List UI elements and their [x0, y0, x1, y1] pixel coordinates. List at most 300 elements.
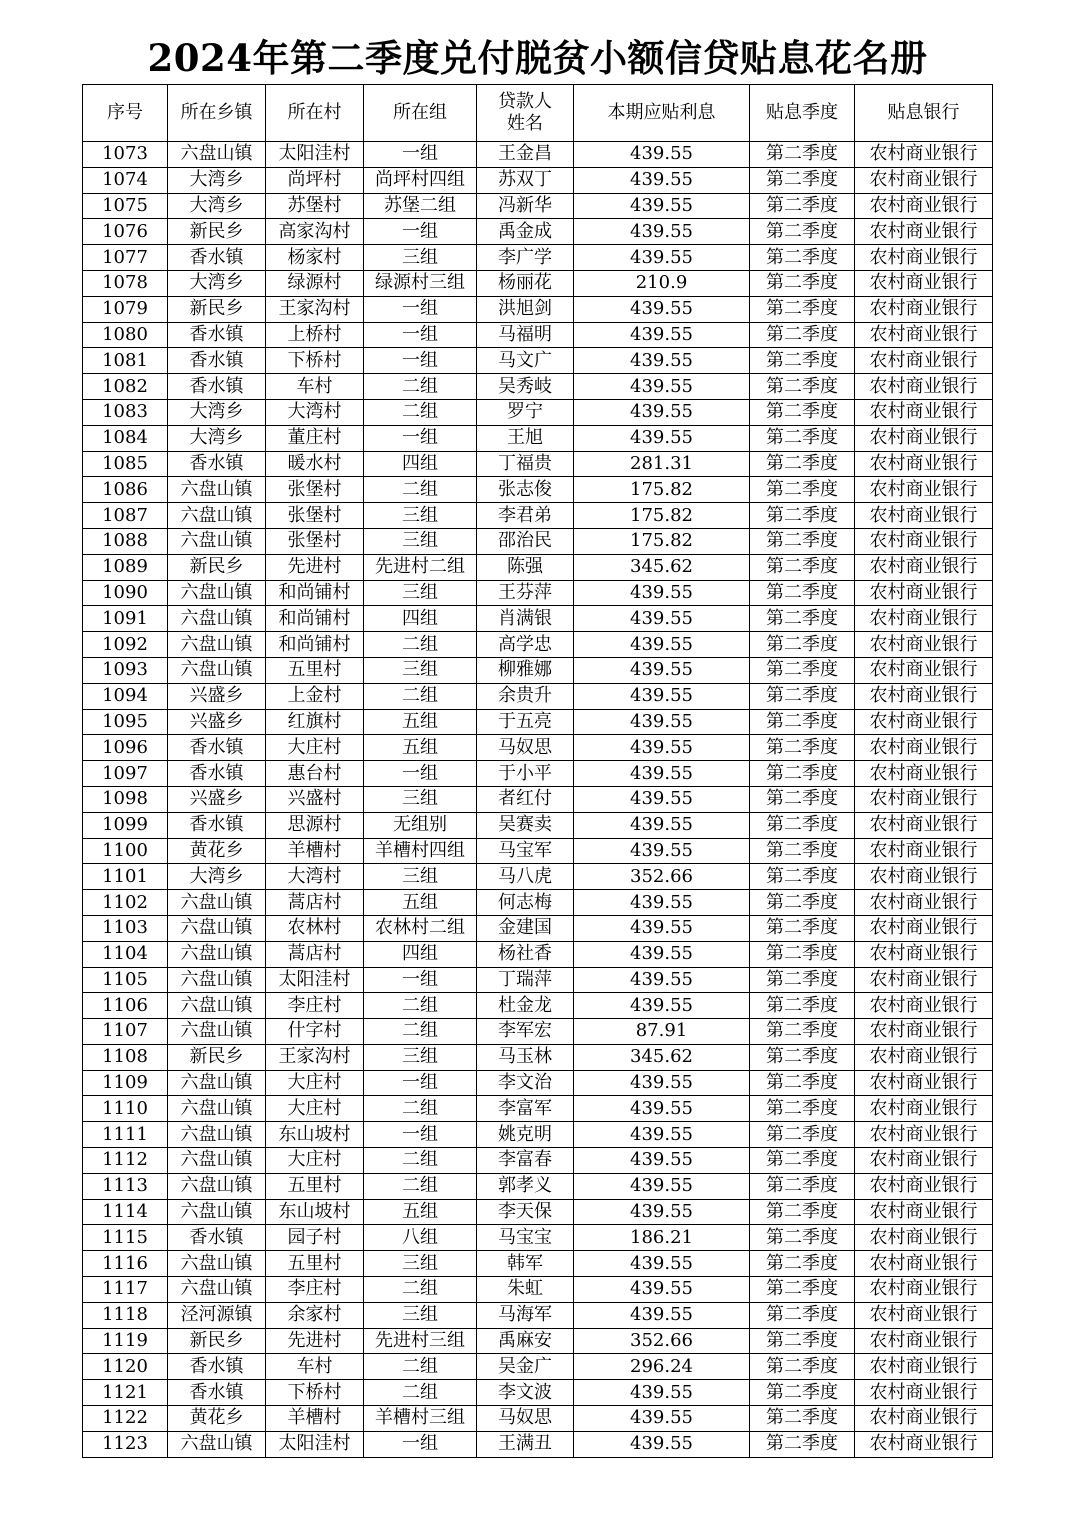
cell-index: 1117 — [83, 1277, 168, 1303]
cell-index: 1095 — [83, 709, 168, 735]
cell-index: 1082 — [83, 374, 168, 400]
cell-group: 三组 — [364, 1251, 477, 1277]
cell-borrower: 吴赛卖 — [477, 812, 574, 838]
cell-group: 一组 — [364, 348, 477, 374]
cell-bank: 农村商业银行 — [855, 167, 993, 193]
cell-index: 1085 — [83, 451, 168, 477]
cell-group: 一组 — [364, 219, 477, 245]
table-row — [83, 657, 993, 683]
cell-index: 1090 — [83, 580, 168, 606]
cell-bank: 农村商业银行 — [855, 142, 993, 168]
cell-bank: 农村商业银行 — [855, 1148, 993, 1174]
cell-township: 香水镇 — [168, 1225, 266, 1251]
cell-interest: 175.82 — [574, 477, 750, 503]
cell-index: 1104 — [83, 941, 168, 967]
cell-township: 六盘山镇 — [168, 993, 266, 1019]
cell-borrower: 吴金广 — [477, 1354, 574, 1380]
cell-bank: 农村商业银行 — [855, 735, 993, 761]
cell-bank: 农村商业银行 — [855, 838, 993, 864]
cell-bank: 农村商业银行 — [855, 1431, 993, 1457]
table-row — [83, 193, 993, 219]
cell-borrower: 马福明 — [477, 322, 574, 348]
cell-index: 1083 — [83, 399, 168, 425]
cell-index: 1107 — [83, 1019, 168, 1045]
cell-village: 太阳洼村 — [266, 967, 364, 993]
cell-borrower: 马奴思 — [477, 735, 574, 761]
cell-village: 什字村 — [266, 1019, 364, 1045]
cell-interest: 439.55 — [574, 1148, 750, 1174]
cell-interest: 439.55 — [574, 1406, 750, 1432]
cell-index: 1079 — [83, 296, 168, 322]
cell-index: 1088 — [83, 528, 168, 554]
cell-township: 六盘山镇 — [168, 1277, 266, 1303]
cell-quarter: 第二季度 — [750, 890, 855, 916]
cell-index: 1080 — [83, 322, 168, 348]
table-body — [83, 142, 993, 1458]
cell-township: 六盘山镇 — [168, 1148, 266, 1174]
cell-quarter: 第二季度 — [750, 477, 855, 503]
cell-index: 1073 — [83, 142, 168, 168]
cell-index: 1109 — [83, 1070, 168, 1096]
cell-village: 下桥村 — [266, 348, 364, 374]
table-row — [83, 812, 993, 838]
cell-group: 三组 — [364, 657, 477, 683]
cell-interest: 439.55 — [574, 838, 750, 864]
cell-index: 1078 — [83, 270, 168, 296]
cell-group: 二组 — [364, 1096, 477, 1122]
cell-quarter: 第二季度 — [750, 1302, 855, 1328]
table-row — [83, 167, 993, 193]
cell-village: 王家沟村 — [266, 296, 364, 322]
cell-village: 大庄村 — [266, 1148, 364, 1174]
cell-township: 六盘山镇 — [168, 142, 266, 168]
cell-quarter: 第二季度 — [750, 735, 855, 761]
table-row — [83, 1406, 993, 1432]
cell-township: 香水镇 — [168, 812, 266, 838]
cell-quarter: 第二季度 — [750, 374, 855, 400]
table-row — [83, 1302, 993, 1328]
cell-quarter: 第二季度 — [750, 1380, 855, 1406]
cell-village: 李庄村 — [266, 1277, 364, 1303]
cell-quarter: 第二季度 — [750, 915, 855, 941]
cell-quarter: 第二季度 — [750, 709, 855, 735]
cell-interest: 281.31 — [574, 451, 750, 477]
cell-index: 1110 — [83, 1096, 168, 1122]
table-row — [83, 1019, 993, 1045]
cell-group: 一组 — [364, 425, 477, 451]
cell-index: 1121 — [83, 1380, 168, 1406]
cell-group: 二组 — [364, 993, 477, 1019]
table-row — [83, 1070, 993, 1096]
cell-interest: 439.55 — [574, 967, 750, 993]
cell-township: 六盘山镇 — [168, 1122, 266, 1148]
cell-village: 农林村 — [266, 915, 364, 941]
cell-interest: 439.55 — [574, 606, 750, 632]
cell-bank: 农村商业银行 — [855, 1354, 993, 1380]
column-header-bank: 贴息银行 — [855, 85, 993, 142]
table-row — [83, 374, 993, 400]
cell-index: 1087 — [83, 503, 168, 529]
table-row — [83, 761, 993, 787]
cell-borrower: 禹麻安 — [477, 1328, 574, 1354]
cell-group: 三组 — [364, 1302, 477, 1328]
table-row — [83, 451, 993, 477]
cell-quarter: 第二季度 — [750, 941, 855, 967]
cell-group: 五组 — [364, 890, 477, 916]
cell-quarter: 第二季度 — [750, 1251, 855, 1277]
cell-index: 1094 — [83, 683, 168, 709]
cell-bank: 农村商业银行 — [855, 1173, 993, 1199]
cell-quarter: 第二季度 — [750, 606, 855, 632]
cell-group: 四组 — [364, 451, 477, 477]
cell-bank: 农村商业银行 — [855, 1096, 993, 1122]
cell-village: 东山坡村 — [266, 1122, 364, 1148]
cell-index: 1112 — [83, 1148, 168, 1174]
table-row — [83, 528, 993, 554]
cell-village: 大湾村 — [266, 399, 364, 425]
cell-interest: 439.55 — [574, 580, 750, 606]
cell-bank: 农村商业银行 — [855, 709, 993, 735]
table-row — [83, 1354, 993, 1380]
cell-interest: 439.55 — [574, 1431, 750, 1457]
cell-group: 农林村二组 — [364, 915, 477, 941]
cell-borrower: 高学忠 — [477, 632, 574, 658]
cell-quarter: 第二季度 — [750, 1122, 855, 1148]
cell-village: 上金村 — [266, 683, 364, 709]
table-row — [83, 683, 993, 709]
cell-village: 杨家村 — [266, 245, 364, 271]
cell-index: 1102 — [83, 890, 168, 916]
cell-quarter: 第二季度 — [750, 657, 855, 683]
cell-bank: 农村商业银行 — [855, 1019, 993, 1045]
cell-index: 1091 — [83, 606, 168, 632]
roster-table — [82, 84, 993, 1458]
cell-index: 1113 — [83, 1173, 168, 1199]
cell-borrower: 马海军 — [477, 1302, 574, 1328]
table-row — [83, 993, 993, 1019]
cell-group: 二组 — [364, 1380, 477, 1406]
cell-township: 兴盛乡 — [168, 683, 266, 709]
cell-village: 大庄村 — [266, 735, 364, 761]
cell-borrower: 李广学 — [477, 245, 574, 271]
cell-township: 六盘山镇 — [168, 1070, 266, 1096]
cell-group: 羊槽村三组 — [364, 1406, 477, 1432]
cell-group: 羊槽村四组 — [364, 838, 477, 864]
cell-index: 1074 — [83, 167, 168, 193]
cell-borrower: 王芬萍 — [477, 580, 574, 606]
table-row — [83, 1199, 993, 1225]
cell-group: 先进村三组 — [364, 1328, 477, 1354]
cell-village: 车村 — [266, 374, 364, 400]
cell-bank: 农村商业银行 — [855, 1225, 993, 1251]
cell-quarter: 第二季度 — [750, 1354, 855, 1380]
cell-interest: 439.55 — [574, 374, 750, 400]
cell-village: 惠台村 — [266, 761, 364, 787]
cell-village: 园子村 — [266, 1225, 364, 1251]
cell-borrower: 者红付 — [477, 786, 574, 812]
cell-quarter: 第二季度 — [750, 812, 855, 838]
cell-quarter: 第二季度 — [750, 167, 855, 193]
cell-group: 二组 — [364, 632, 477, 658]
column-header-village: 所在村 — [266, 85, 364, 142]
table-row — [83, 864, 993, 890]
table-row — [83, 1173, 993, 1199]
cell-township: 大湾乡 — [168, 270, 266, 296]
cell-borrower: 禹金成 — [477, 219, 574, 245]
cell-borrower: 张志俊 — [477, 477, 574, 503]
table-row — [83, 1096, 993, 1122]
cell-interest: 439.55 — [574, 348, 750, 374]
cell-village: 车村 — [266, 1354, 364, 1380]
cell-interest: 439.55 — [574, 322, 750, 348]
cell-quarter: 第二季度 — [750, 1019, 855, 1045]
cell-borrower: 陈强 — [477, 554, 574, 580]
cell-borrower: 姚克明 — [477, 1122, 574, 1148]
cell-village: 蒿店村 — [266, 941, 364, 967]
cell-quarter: 第二季度 — [750, 554, 855, 580]
cell-township: 香水镇 — [168, 245, 266, 271]
cell-group: 二组 — [364, 399, 477, 425]
cell-index: 1098 — [83, 786, 168, 812]
cell-bank: 农村商业银行 — [855, 1277, 993, 1303]
cell-bank: 农村商业银行 — [855, 270, 993, 296]
cell-bank: 农村商业银行 — [855, 606, 993, 632]
cell-index: 1084 — [83, 425, 168, 451]
cell-interest: 439.55 — [574, 142, 750, 168]
cell-borrower: 朱虹 — [477, 1277, 574, 1303]
cell-interest: 439.55 — [574, 915, 750, 941]
cell-bank: 农村商业银行 — [855, 374, 993, 400]
cell-index: 1105 — [83, 967, 168, 993]
cell-index: 1118 — [83, 1302, 168, 1328]
cell-village: 五里村 — [266, 1173, 364, 1199]
column-header-borrower: 贷款人 姓名 — [477, 85, 574, 142]
cell-village: 五里村 — [266, 657, 364, 683]
cell-village: 下桥村 — [266, 1380, 364, 1406]
cell-township: 大湾乡 — [168, 864, 266, 890]
cell-bank: 农村商业银行 — [855, 425, 993, 451]
column-header-interest: 本期应贴利息 — [574, 85, 750, 142]
cell-index: 1086 — [83, 477, 168, 503]
cell-group: 三组 — [364, 580, 477, 606]
cell-township: 六盘山镇 — [168, 503, 266, 529]
cell-village: 大庄村 — [266, 1070, 364, 1096]
cell-group: 一组 — [364, 761, 477, 787]
cell-interest: 439.55 — [574, 941, 750, 967]
cell-village: 大庄村 — [266, 1096, 364, 1122]
cell-interest: 439.55 — [574, 193, 750, 219]
cell-township: 大湾乡 — [168, 399, 266, 425]
cell-bank: 农村商业银行 — [855, 993, 993, 1019]
cell-township: 香水镇 — [168, 1354, 266, 1380]
cell-township: 大湾乡 — [168, 167, 266, 193]
cell-township: 六盘山镇 — [168, 606, 266, 632]
cell-group: 三组 — [364, 245, 477, 271]
cell-borrower: 杨社香 — [477, 941, 574, 967]
column-header-township: 所在乡镇 — [168, 85, 266, 142]
cell-bank: 农村商业银行 — [855, 864, 993, 890]
cell-village: 五里村 — [266, 1251, 364, 1277]
cell-bank: 农村商业银行 — [855, 1251, 993, 1277]
cell-township: 六盘山镇 — [168, 1019, 266, 1045]
cell-index: 1119 — [83, 1328, 168, 1354]
cell-village: 东山坡村 — [266, 1199, 364, 1225]
cell-bank: 农村商业银行 — [855, 503, 993, 529]
cell-quarter: 第二季度 — [750, 219, 855, 245]
cell-quarter: 第二季度 — [750, 296, 855, 322]
cell-interest: 439.55 — [574, 1122, 750, 1148]
cell-borrower: 冯新华 — [477, 193, 574, 219]
cell-quarter: 第二季度 — [750, 528, 855, 554]
cell-quarter: 第二季度 — [750, 142, 855, 168]
cell-village: 蒿店村 — [266, 890, 364, 916]
table-row — [83, 1431, 993, 1457]
cell-interest: 345.62 — [574, 554, 750, 580]
cell-quarter: 第二季度 — [750, 1406, 855, 1432]
cell-quarter: 第二季度 — [750, 1173, 855, 1199]
cell-village: 先进村 — [266, 1328, 364, 1354]
cell-group: 先进村二组 — [364, 554, 477, 580]
cell-group: 五组 — [364, 1199, 477, 1225]
cell-index: 1108 — [83, 1044, 168, 1070]
cell-village: 兴盛村 — [266, 786, 364, 812]
table-row — [83, 967, 993, 993]
cell-township: 六盘山镇 — [168, 1431, 266, 1457]
cell-group: 三组 — [364, 1044, 477, 1070]
header-row — [83, 85, 993, 142]
cell-interest: 439.55 — [574, 425, 750, 451]
cell-bank: 农村商业银行 — [855, 296, 993, 322]
cell-interest: 439.55 — [574, 683, 750, 709]
cell-village: 余家村 — [266, 1302, 364, 1328]
cell-bank: 农村商业银行 — [855, 1328, 993, 1354]
cell-township: 六盘山镇 — [168, 1251, 266, 1277]
table-row — [83, 709, 993, 735]
cell-village: 和尚铺村 — [266, 632, 364, 658]
cell-interest: 87.91 — [574, 1019, 750, 1045]
cell-group: 三组 — [364, 864, 477, 890]
cell-interest: 186.21 — [574, 1225, 750, 1251]
table-row — [83, 1148, 993, 1174]
table-row — [83, 554, 993, 580]
table-row — [83, 219, 993, 245]
cell-village: 张堡村 — [266, 528, 364, 554]
cell-borrower: 马宝宝 — [477, 1225, 574, 1251]
cell-township: 香水镇 — [168, 374, 266, 400]
cell-borrower: 马八虎 — [477, 864, 574, 890]
cell-index: 1111 — [83, 1122, 168, 1148]
cell-bank: 农村商业银行 — [855, 632, 993, 658]
cell-quarter: 第二季度 — [750, 1328, 855, 1354]
cell-quarter: 第二季度 — [750, 1277, 855, 1303]
cell-interest: 439.55 — [574, 1380, 750, 1406]
cell-index: 1076 — [83, 219, 168, 245]
cell-township: 泾河源镇 — [168, 1302, 266, 1328]
table-row — [83, 838, 993, 864]
cell-quarter: 第二季度 — [750, 683, 855, 709]
cell-borrower: 洪旭剑 — [477, 296, 574, 322]
table-row — [83, 1277, 993, 1303]
cell-bank: 农村商业银行 — [855, 1406, 993, 1432]
cell-index: 1092 — [83, 632, 168, 658]
cell-group: 一组 — [364, 296, 477, 322]
cell-borrower: 柳雅娜 — [477, 657, 574, 683]
cell-bank: 农村商业银行 — [855, 322, 993, 348]
cell-interest: 175.82 — [574, 503, 750, 529]
cell-quarter: 第二季度 — [750, 993, 855, 1019]
cell-township: 六盘山镇 — [168, 528, 266, 554]
cell-index: 1099 — [83, 812, 168, 838]
cell-village: 太阳洼村 — [266, 1431, 364, 1457]
column-header-quarter: 贴息季度 — [750, 85, 855, 142]
table-row — [83, 786, 993, 812]
cell-borrower: 王旭 — [477, 425, 574, 451]
cell-borrower: 杜金龙 — [477, 993, 574, 1019]
cell-group: 三组 — [364, 786, 477, 812]
cell-borrower: 余贵升 — [477, 683, 574, 709]
cell-index: 1097 — [83, 761, 168, 787]
cell-index: 1089 — [83, 554, 168, 580]
cell-borrower: 李军宏 — [477, 1019, 574, 1045]
cell-village: 暖水村 — [266, 451, 364, 477]
cell-village: 上桥村 — [266, 322, 364, 348]
cell-quarter: 第二季度 — [750, 864, 855, 890]
cell-group: 一组 — [364, 1431, 477, 1457]
cell-group: 一组 — [364, 142, 477, 168]
cell-quarter: 第二季度 — [750, 245, 855, 271]
cell-index: 1123 — [83, 1431, 168, 1457]
cell-borrower: 马文广 — [477, 348, 574, 374]
cell-index: 1120 — [83, 1354, 168, 1380]
table-row — [83, 580, 993, 606]
cell-group: 二组 — [364, 1277, 477, 1303]
cell-quarter: 第二季度 — [750, 1148, 855, 1174]
cell-borrower: 金建国 — [477, 915, 574, 941]
cell-borrower: 李富春 — [477, 1148, 574, 1174]
cell-group: 一组 — [364, 1122, 477, 1148]
table-row — [83, 322, 993, 348]
cell-borrower: 丁瑞萍 — [477, 967, 574, 993]
cell-quarter: 第二季度 — [750, 632, 855, 658]
table-row — [83, 1225, 993, 1251]
cell-interest: 439.55 — [574, 735, 750, 761]
cell-bank: 农村商业银行 — [855, 219, 993, 245]
cell-borrower: 李天保 — [477, 1199, 574, 1225]
cell-borrower: 于小平 — [477, 761, 574, 787]
cell-village: 绿源村 — [266, 270, 364, 296]
cell-interest: 439.55 — [574, 245, 750, 271]
cell-village: 李庄村 — [266, 993, 364, 1019]
cell-bank: 农村商业银行 — [855, 1302, 993, 1328]
cell-township: 六盘山镇 — [168, 632, 266, 658]
cell-group: 三组 — [364, 503, 477, 529]
cell-village: 高家沟村 — [266, 219, 364, 245]
cell-group: 五组 — [364, 735, 477, 761]
page-title: 2024年第二季度兑付脱贫小额信贷贴息花名册 — [147, 36, 928, 80]
cell-group: 一组 — [364, 322, 477, 348]
cell-quarter: 第二季度 — [750, 193, 855, 219]
cell-borrower: 马玉林 — [477, 1044, 574, 1070]
cell-index: 1122 — [83, 1406, 168, 1432]
cell-interest: 439.55 — [574, 1302, 750, 1328]
cell-village: 红旗村 — [266, 709, 364, 735]
cell-interest: 210.9 — [574, 270, 750, 296]
cell-township: 六盘山镇 — [168, 915, 266, 941]
table-row — [83, 890, 993, 916]
table-row — [83, 425, 993, 451]
cell-quarter: 第二季度 — [750, 348, 855, 374]
cell-interest: 439.55 — [574, 1070, 750, 1096]
